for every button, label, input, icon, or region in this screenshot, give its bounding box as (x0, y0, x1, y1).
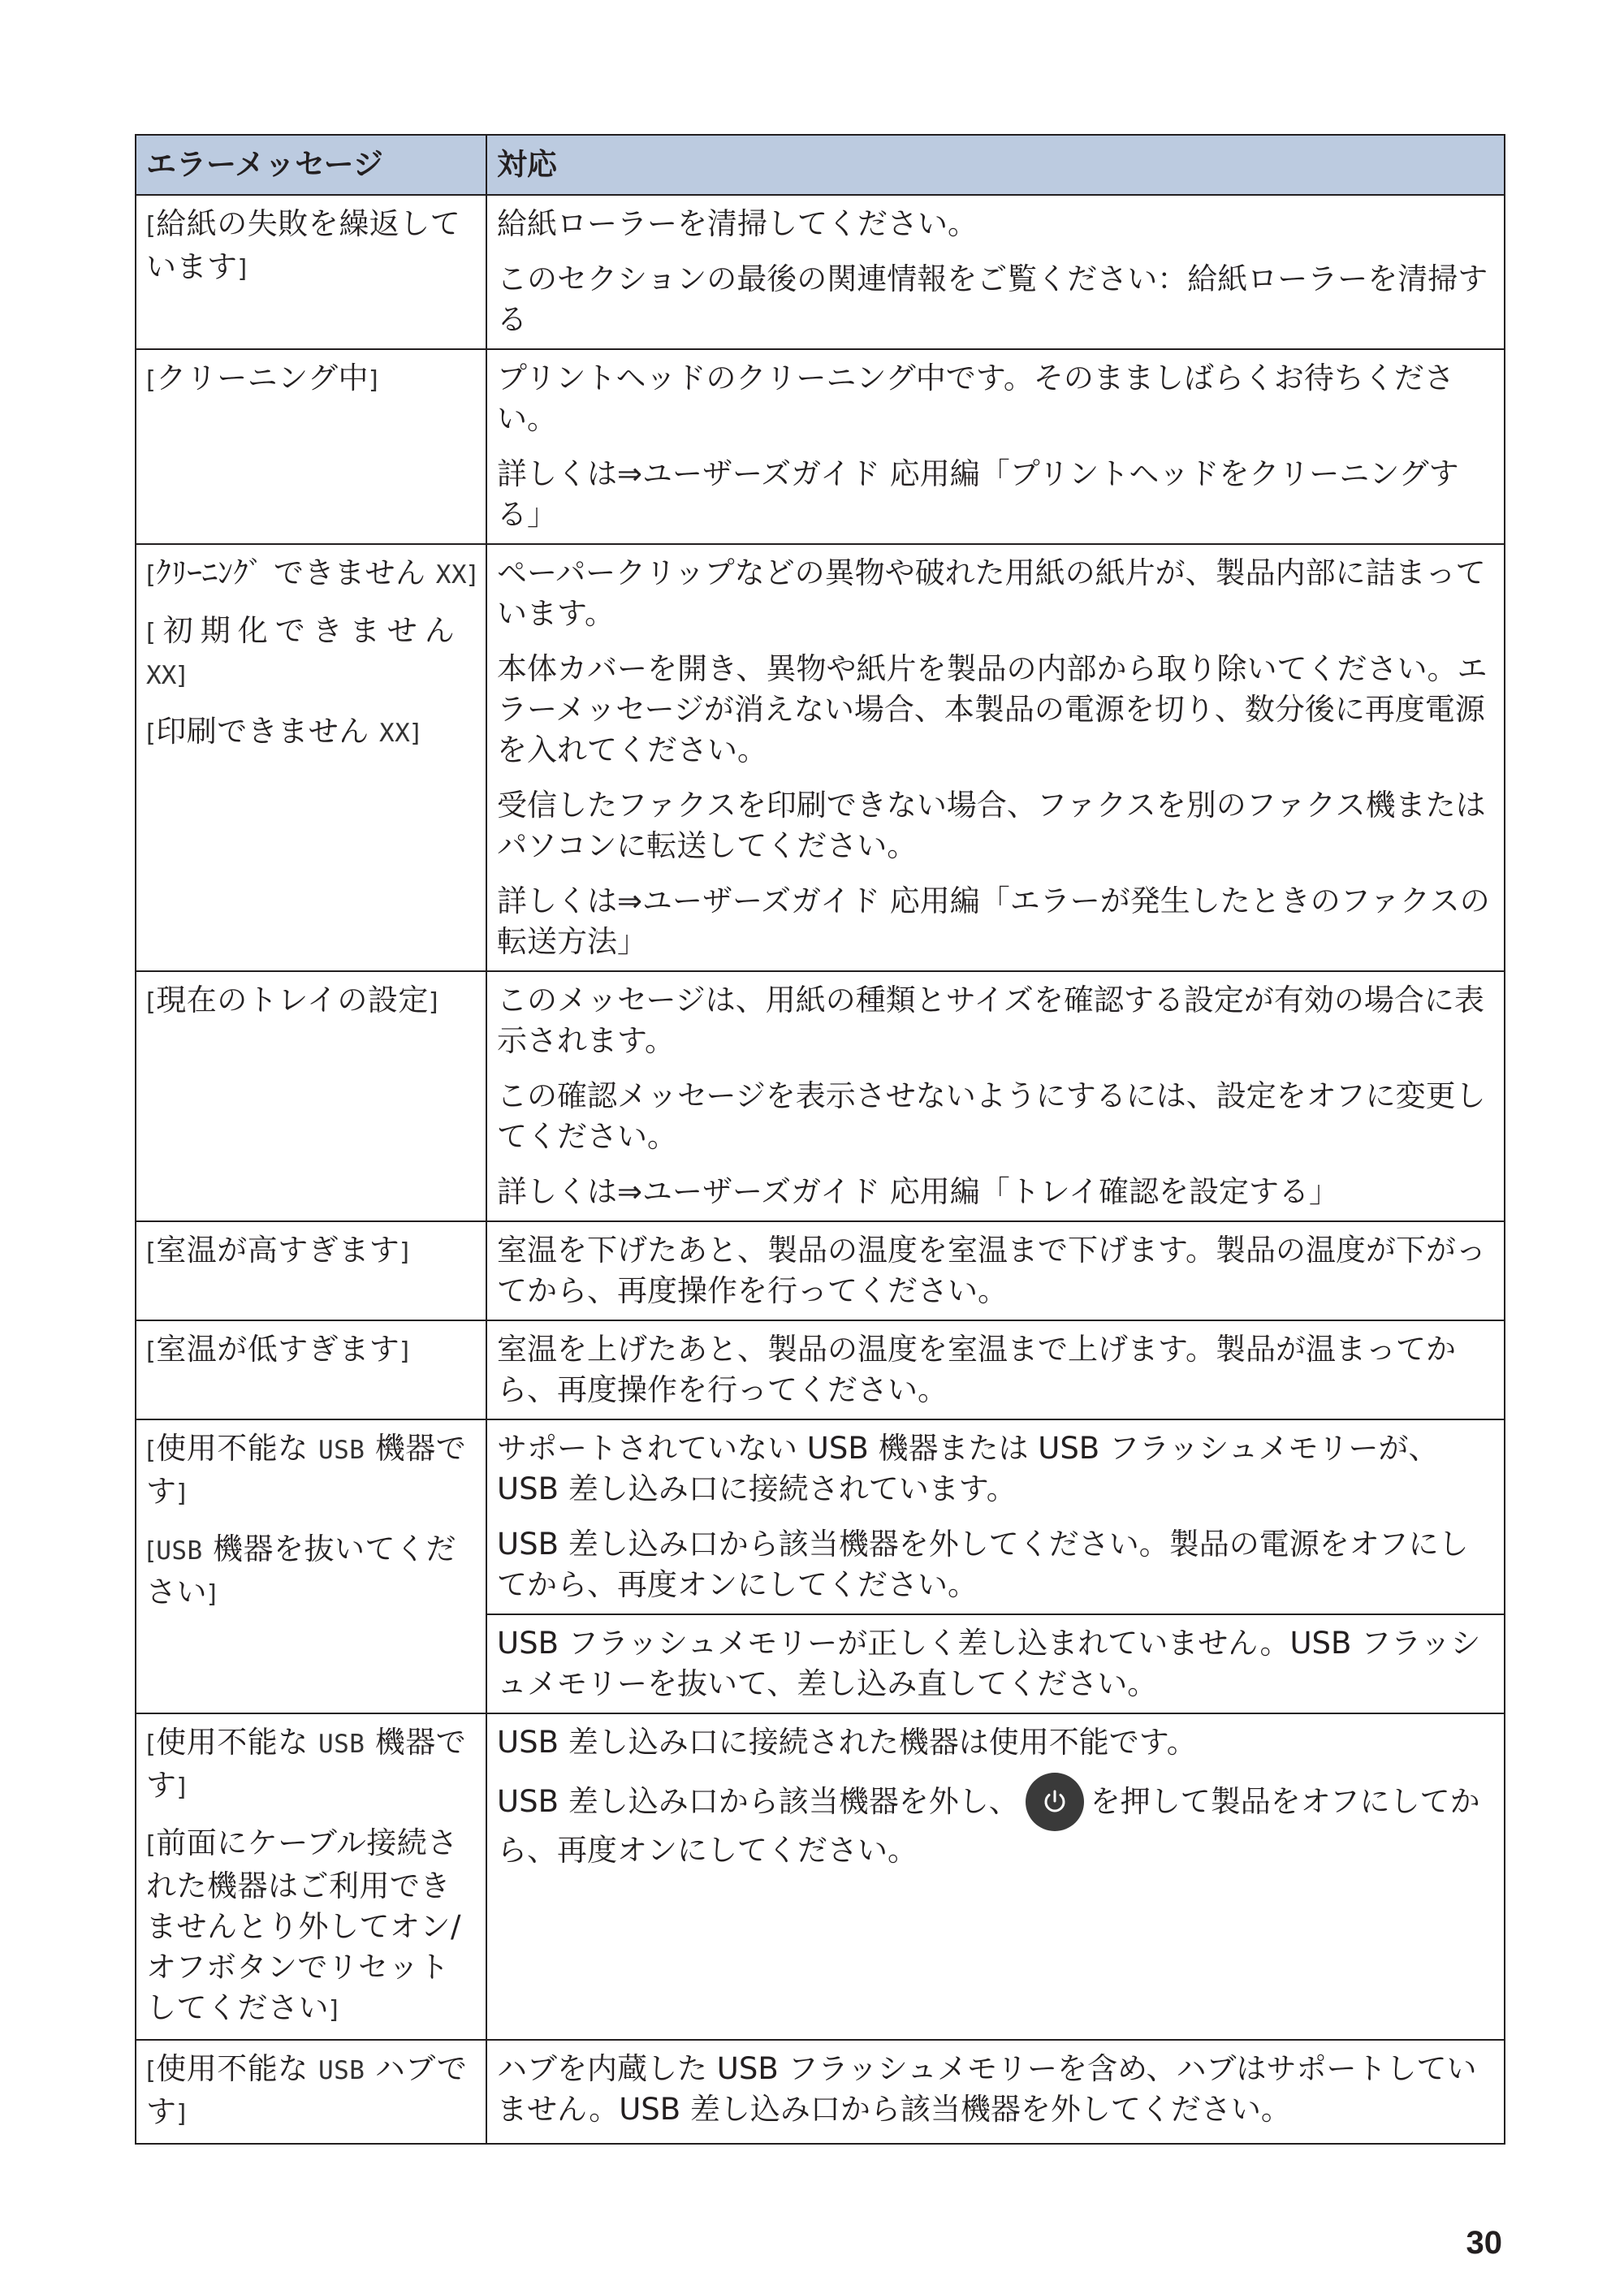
action-text: このセクションの最後の関連情報をご覧ください：給紙ローラーを清掃する (497, 261, 1488, 337)
error-message-cell (136, 1419, 486, 1713)
error-message: [クリーニング中] (146, 361, 379, 395)
error-message: [使用不能な USB 機器です] (146, 1725, 467, 1803)
table-row (136, 195, 1505, 349)
action-text: 受信したファクスを印刷できない場合、ファクスを別のファクス機またはパソコンに転送してください。 (497, 788, 1486, 863)
action-text: USB 差し込み口から該当機器を外し、 を押して製品をオフにしてから、再度オンにしてください。 (497, 1778, 1494, 1875)
action-text: 詳しくは⇒ユーザーズガイド 応用編「プリントヘッドをクリーニングする」 (497, 456, 1459, 532)
table-header-row (136, 135, 1505, 195)
action-text: ハブを内蔵した USB フラッシュメモリーを含め、ハブはサポートしていません。USB 差し込み口から該当機器を外してください。 (497, 2051, 1477, 2127)
error-message-cell (136, 1221, 486, 1320)
table-row (136, 1419, 1505, 1614)
error-message: [室温が高すぎます] (146, 1233, 410, 1268)
action-cell (486, 1713, 1505, 2040)
error-message-cell (136, 195, 486, 349)
action-text: サポートされていない USB 機器または USB フラッシュメモリーが、USB 差し込み口に接続されています。 (497, 1431, 1439, 1506)
error-message-table (135, 134, 1505, 2145)
action-text: 詳しくは⇒ユーザーズガイド 応用編「エラーが発生したときのファクスの転送方法」 (497, 883, 1490, 959)
action-text: USB フラッシュメモリーが正しく差し込まれていません。USB フラッシュメモリーを抜いて、差し込み直してください。 (497, 1626, 1481, 1701)
action-text: USB 差し込み口に接続された機器は使用不能です。 (497, 1725, 1197, 1760)
error-message: [使用不能な USB 機器です] (146, 1431, 467, 1509)
action-cell (486, 971, 1505, 1221)
error-message: [使用不能な USB ハブです] (146, 2051, 468, 2129)
table-row (136, 544, 1505, 971)
error-message: [給紙の失敗を繰返しています] (146, 206, 461, 284)
error-message-cell (136, 1320, 486, 1419)
error-message: [ｸﾘｰﾆﾝｸﾞ できません XX] (146, 555, 477, 590)
error-message-cell (136, 971, 486, 1221)
error-message: [前面にケーブル接続された機器はご利用できませんとり外してオン/オフボタンでリセットしてください] (146, 1825, 461, 2025)
action-cell (486, 195, 1505, 349)
power-button-icon (1026, 1773, 1084, 1831)
error-message-cell (136, 1713, 486, 2040)
action-text: 室温を上げたあと、製品の温度を室温まで上げます。製品が温まってから、再度操作を行ってください。 (497, 1332, 1457, 1407)
action-text: ペーパークリップなどの異物や破れた用紙の紙片が、製品内部に詰まっています。 (497, 555, 1486, 631)
action-cell (486, 544, 1505, 971)
action-text: 詳しくは⇒ユーザーズガイド 応用編「トレイ確認を設定する」 (497, 1174, 1339, 1209)
error-message: [現在のトレイの設定] (146, 983, 439, 1017)
action-text: 室温を下げたあと、製品の温度を室温まで下げます。製品の温度が下がってから、再度操作を行ってください。 (497, 1233, 1487, 1308)
page-number: 30 (1466, 2225, 1502, 2261)
header-error-message: エラーメッセージ (136, 135, 486, 195)
action-text: USB 差し込み口から該当機器を外してください。製品の電源をオフにしてから、再度オンにしてください。 (497, 1527, 1469, 1602)
action-cell (486, 1221, 1505, 1320)
table-row (136, 1320, 1505, 1419)
error-message-cell (136, 544, 486, 971)
table-row (136, 1221, 1505, 1320)
error-message-cell (136, 2040, 486, 2144)
action-text: 給紙ローラーを清掃してください。 (497, 206, 978, 241)
error-message: [印刷できません XX] (146, 714, 421, 749)
action-cell (486, 1614, 1505, 1713)
action-cell (486, 1320, 1505, 1419)
error-message: [室温が低すぎます] (146, 1332, 410, 1367)
table-row (136, 2040, 1505, 2144)
action-cell (486, 1419, 1505, 1614)
action-text: 本体カバーを開き、異物や紙片を製品の内部から取り除いてください。エラーメッセージが消えない場合、本製品の電源を切り、数分後に再度電源を入れてください。 (497, 651, 1488, 767)
action-text: プリントヘッドのクリーニング中です。そのまましばらくお待ちください。 (497, 361, 1454, 436)
error-message: [初期化できません XX] (146, 613, 462, 690)
action-text: この確認メッセージを表示させないようにするには、設定をオフに変更してください。 (497, 1078, 1486, 1154)
action-text: このメッセージは、用紙の種類とサイズを確認する設定が有効の場合に表示されます。 (497, 983, 1484, 1058)
table-row (136, 971, 1505, 1221)
error-message: [USB 機器を抜いてください] (146, 1531, 456, 1609)
table-row (136, 349, 1505, 544)
error-message-cell (136, 349, 486, 544)
table-row (136, 1713, 1505, 2040)
header-action: 対応 (486, 135, 1505, 195)
action-cell (486, 349, 1505, 544)
action-cell (486, 2040, 1505, 2144)
